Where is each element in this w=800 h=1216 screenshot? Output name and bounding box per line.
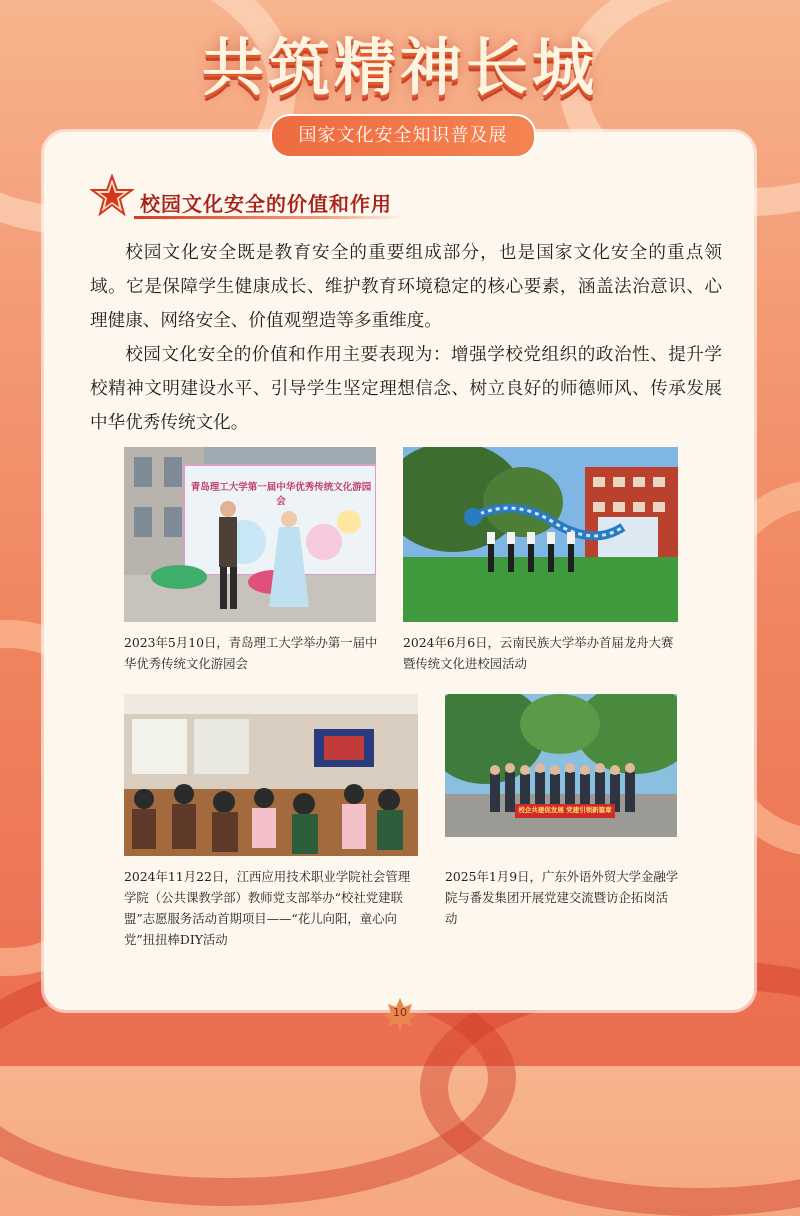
photo-banner-text: 校企共建促发展 党建引领新篇章 [518, 806, 612, 814]
caption-photo-3: 2024年11月22日，江西应用技术职业学院社会管理学院（公共课教学部）教师党支部举办“校社党建联盟”志愿服务活动首期项目——“花儿向阳，童心向党”扭扭棒DIY活动 [124, 869, 411, 947]
caption-photo-4: 2025年1月9日，广东外语外贸大学金融学院与番发集团开展党建交流暨访企拓岗活动 [445, 869, 679, 926]
page-title: 共筑精神长城 [201, 31, 598, 104]
photo-banner-text: 青岛理工大学第一届中华优秀传统文化游园会 [190, 482, 372, 507]
caption-photo-2: 2024年6月6日，云南民族大学举办首届龙舟大赛暨传统文化进校园活动 [403, 635, 674, 671]
star-icon [90, 174, 134, 218]
caption-photo-1: 2023年5月10日，青岛理工大学举办第一届中华优秀传统文化游园会 [124, 635, 378, 671]
section-title: 校园文化安全的价值和作用 [140, 192, 392, 216]
photo-classroom-activity-image [124, 694, 418, 856]
section-underline [134, 216, 404, 219]
photo-garden-party-image [124, 447, 376, 622]
page-number-badge [381, 996, 419, 1034]
photo-dragon-event-image [403, 447, 678, 622]
paragraph-intro: 校园文化安全既是教育安全的重要组成部分，也是国家文化安全的重点领域。它是保障学生健康成长、维护教育环境稳定的核心要素，涵盖法治意识、心理健康、网络安全、价值观塑造等多重维度。 [90, 243, 722, 331]
section-heading [90, 180, 410, 220]
photo-group-visit-image [445, 694, 677, 837]
photo-garden-party [124, 447, 376, 622]
photo-group-visit [445, 694, 677, 837]
photo-dragon-event [403, 447, 678, 622]
paragraph-values: 校园文化安全的价值和作用主要表现为：增强学校党组织的政治性、提升学校精神文明建设水平、引导学生坚定理想信念、树立良好的师德师风、传承发展中华优秀传统文化。 [90, 345, 722, 433]
photo-classroom-activity [124, 694, 418, 856]
page-number: 10 [393, 1006, 407, 1019]
subtitle-tag: 国家文化安全知识普及展 [270, 114, 536, 158]
